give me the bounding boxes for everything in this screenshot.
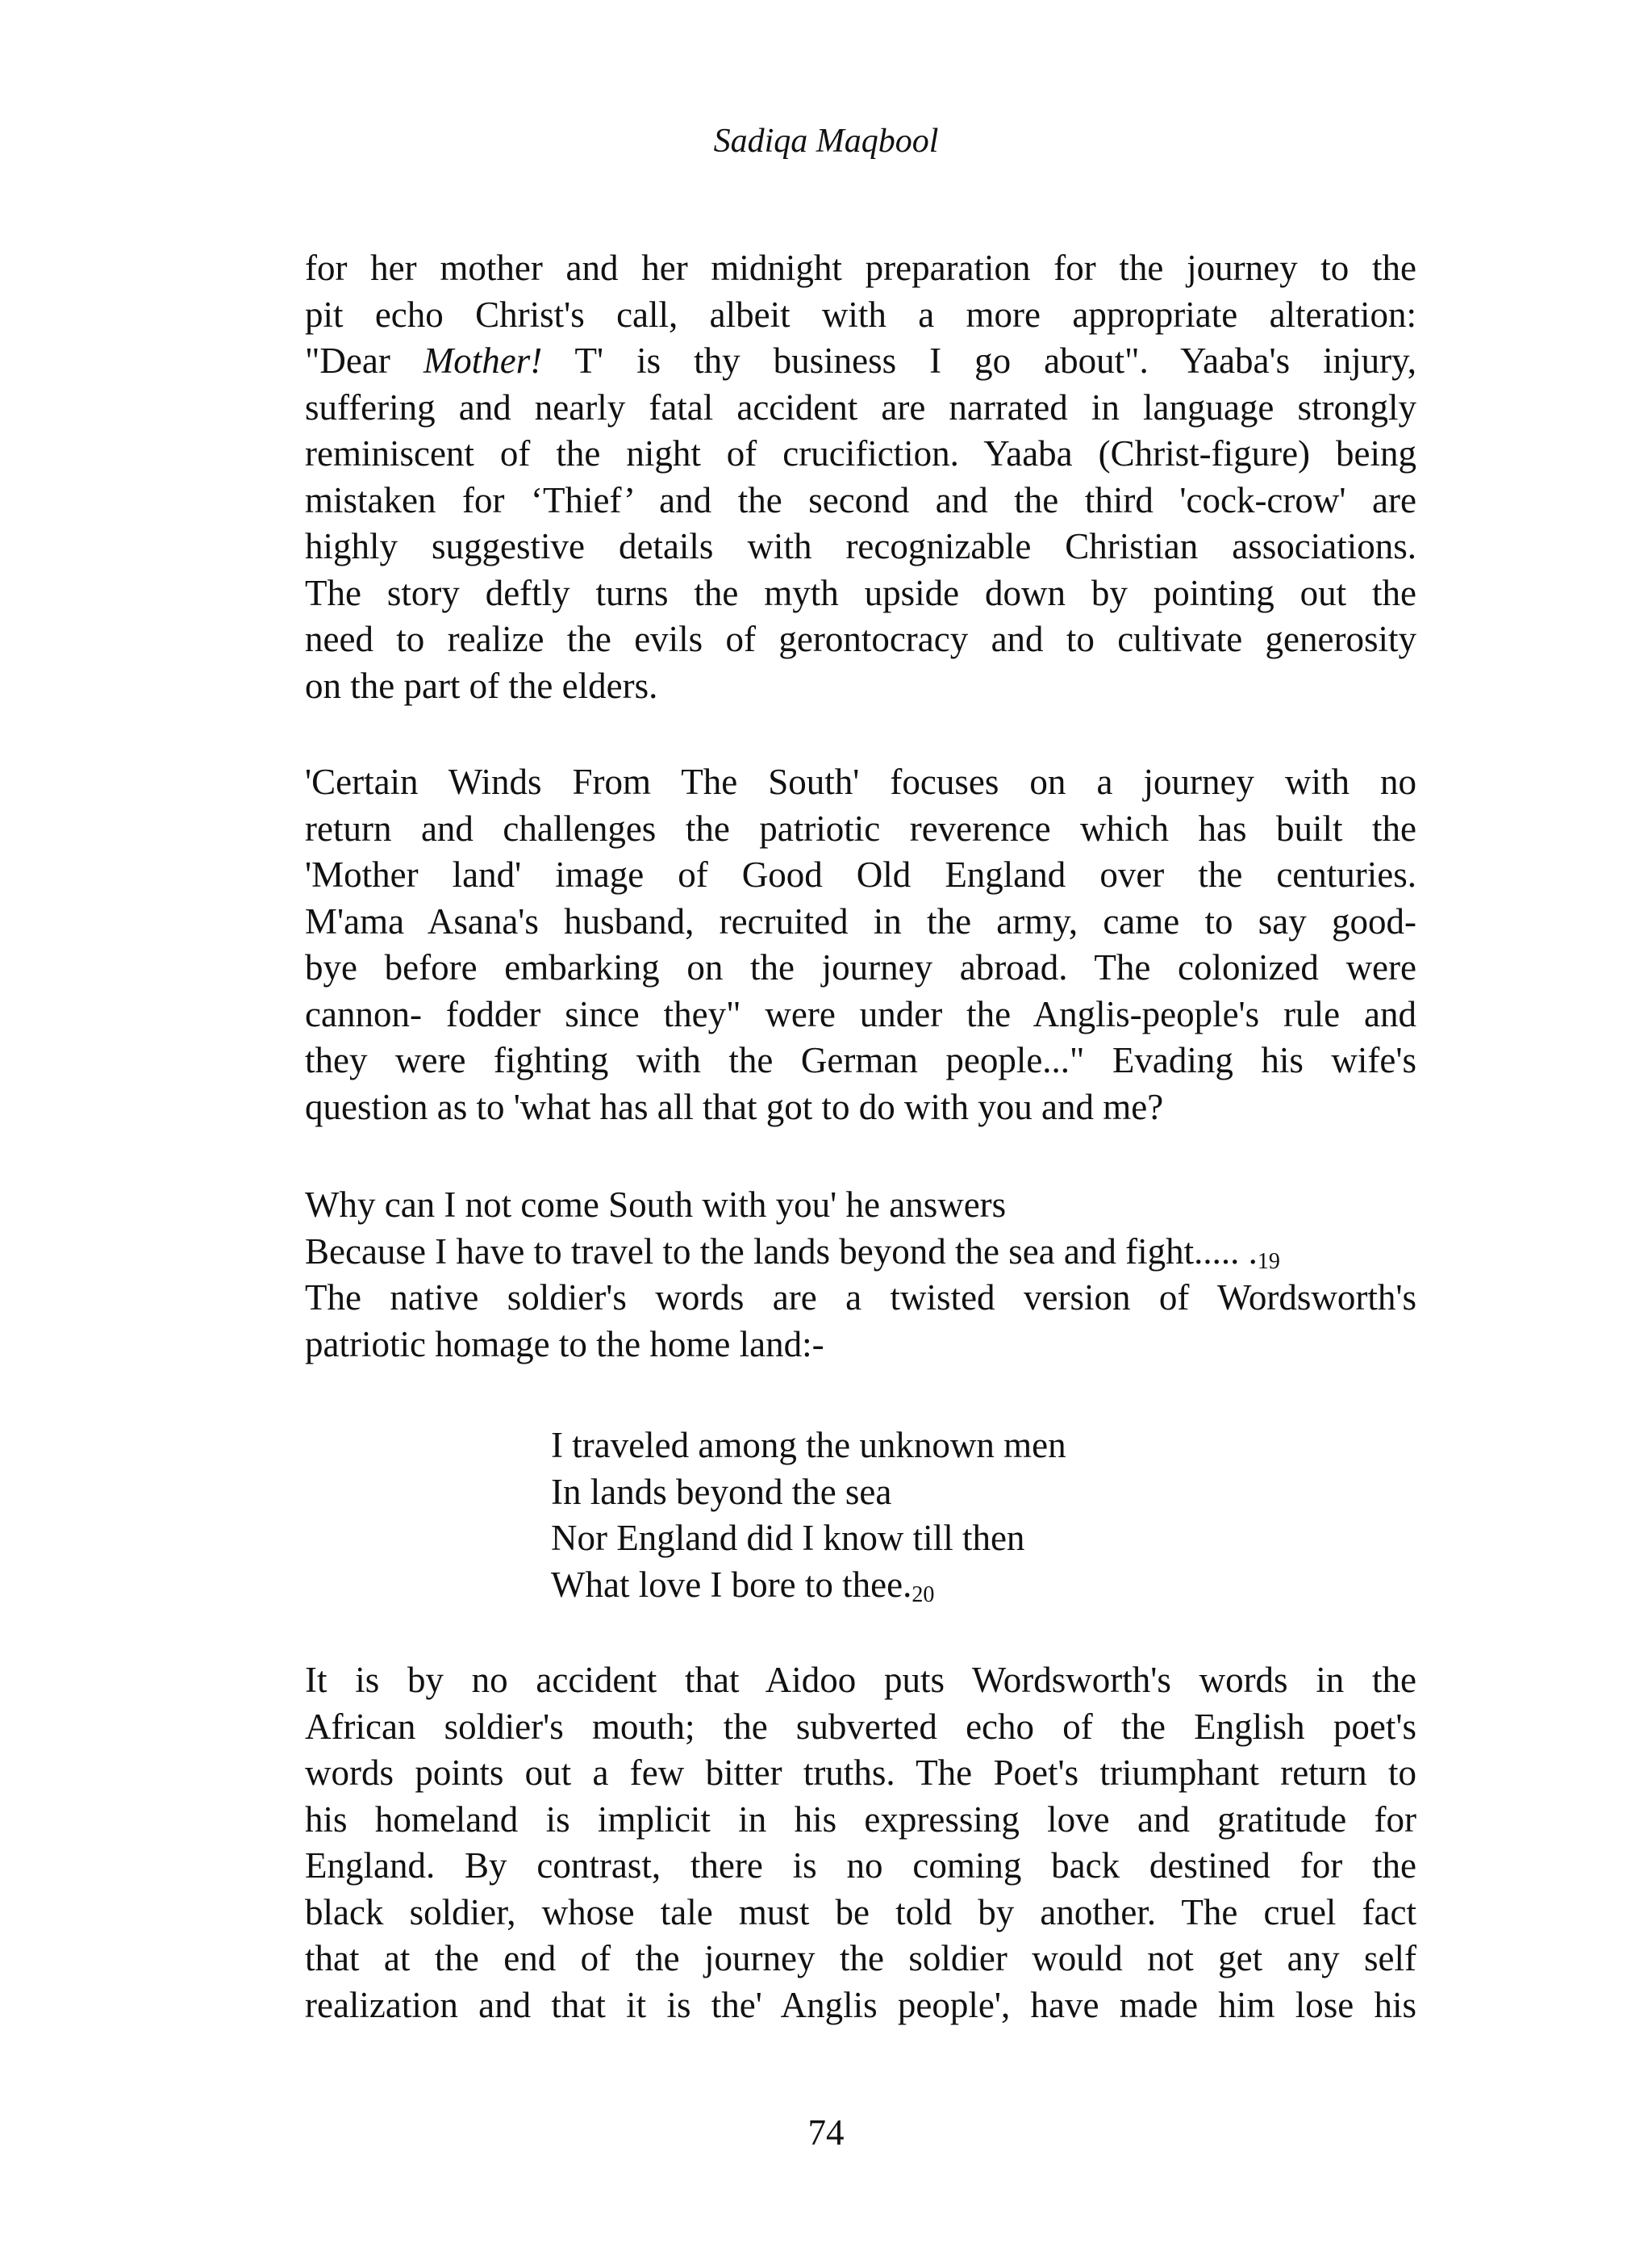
text-line: suffering and nearly fatal accident are narrated in language strongly (305, 386, 1416, 428)
footnote-ref-19: 19 (1257, 1248, 1280, 1274)
text-line: return and challenges the patriotic reverence which has built the (305, 808, 1416, 849)
text-line: for her mother and her midnight preparation for the journey to the (305, 248, 1416, 288)
text-line: need to realize the evils of gerontocracy and to cultivate generosity (305, 619, 1416, 659)
text-line: question as to 'what has all that got to do with you and me? (305, 1086, 1164, 1127)
text-line: bye before embarking on the journey abroad. The colonized were (305, 947, 1416, 988)
verse-quotation (551, 1422, 1066, 1608)
paragraph-2 (305, 759, 1416, 1130)
text-line: The story deftly turns the myth upside down by pointing out the (305, 572, 1416, 613)
text-line (305, 338, 1416, 385)
text-line: It is by no accident that Aidoo puts Wordsworth's words in the (305, 1660, 1416, 1700)
paragraph-3 (305, 1182, 1416, 1368)
text-line: mistaken for ‘Thief’ and the second and the third 'cock-crow' are (305, 479, 1416, 520)
text-line: that at the end of the journey the soldier would not get any self (305, 1938, 1416, 1978)
page-number: 74 (807, 2112, 845, 2153)
text-line: The native soldier's words are a twisted version of Wordsworth's (305, 1277, 1416, 1318)
text-line: cannon- fodder since they" were under the Anglis-people's rule and (305, 993, 1416, 1034)
text-line: patriotic homage to the home land:- (305, 1323, 824, 1364)
text-segment: What love I bore to thee. (551, 1564, 912, 1605)
text-line: highly suggestive details with recognizable Christian associations. (305, 526, 1416, 566)
text-line: on the part of the elders. (305, 665, 658, 706)
verse-line: I traveled among the unknown men (551, 1425, 1066, 1465)
running-head-author: Sadiqa Maqbool (713, 123, 939, 160)
verse-line: Nor England did I know till then (551, 1518, 1025, 1558)
italic-emphasis: Mother! (423, 340, 543, 381)
text-line: M'ama Asana's husband, recruited in the army, came to say good- (305, 900, 1416, 942)
paragraph-1 (305, 245, 1416, 709)
text-line: realization and that it is the' Anglis people', have made him lose his (305, 1984, 1416, 2025)
text-line: Why can I not come South with you' he answers (305, 1184, 1007, 1225)
text-line: pit echo Christ's call, albeit with a more appropriate alteration: (305, 294, 1416, 335)
text-segment: T' is thy business I go about". Yaaba's injury, (542, 340, 1416, 381)
text-line: black soldier, whose tale must be told by another. The cruel fact (305, 1891, 1416, 1932)
text-line: African soldier's mouth; the subverted echo of the English poet's (305, 1706, 1416, 1747)
text-line: 'Mother land' image of Good Old England over the centuries. (305, 854, 1416, 895)
text-line: 'Certain Winds From The South' focuses on a journey with no (305, 762, 1416, 802)
text-line (305, 1229, 1416, 1276)
footnote-ref-20: 20 (912, 1581, 935, 1607)
text-line: words points out a few bitter truths. The Poet's triumphant return to (305, 1752, 1416, 1793)
text-line: reminiscent of the night of crucifiction. Yaaba (Christ-figure) being (305, 433, 1416, 474)
text-line: England. By contrast, there is no coming back destined for the (305, 1845, 1416, 1886)
text-line: his homeland is implicit in his expressing love and gratitude for (305, 1798, 1416, 1840)
text-segment: Because I have to travel to the lands beyond the sea and fight..... . (305, 1230, 1258, 1272)
verse-line: In lands beyond the sea (551, 1471, 892, 1512)
text-line: they were fighting with the German people..." Evading his wife's (305, 1040, 1416, 1080)
verse-line (551, 1562, 1066, 1609)
paragraph-4 (305, 1657, 1416, 2028)
text-segment: "Dear (305, 340, 423, 381)
